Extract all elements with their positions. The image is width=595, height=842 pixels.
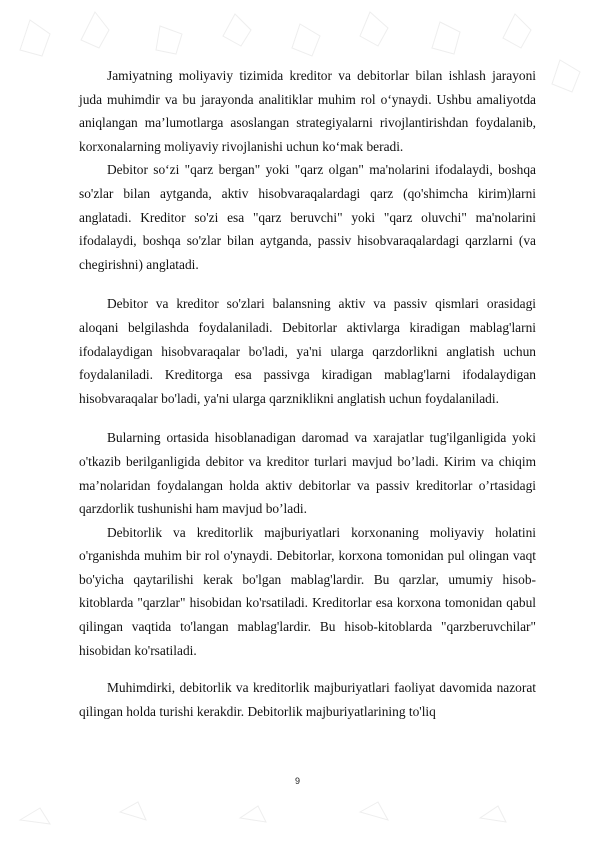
- paragraph-5: Debitorlik va kreditorlik majburiyatlari korxonaning moliyaviy holatini o'rganishda muhim bir rol o'ynaydi. Debitorlar, korxona tomonidan pul olingan vaqt bo'yicha qaytarilishi kerak bo'lgan mablag'lardir. Bu qarzlar, umumiy hisob-kitoblarda "qarzlar" hisobidan ko'rsatiladi. Kreditorlar esa korxona tomonidan qabul qilingan vaqtida to'langan mablag'lardir. Bu hisob-kitoblarda "qarzberuvchilar" hisobidan ko'rsatiladi.: [79, 524, 536, 658]
- paragraph-6: Muhimdirki, debitorlik va kreditorlik majburiyatlari faoliyat davomida nazorat qilingan holda turishi kerakdir. Debitorlik majburiyatlarining to'liq: [79, 680, 536, 719]
- paragraph-2: Debitor so‘zi "qarz bergan" yoki "qarz olgan" ma'nolarini ifodalaydi, boshqa so'zlar bilan aytganda, aktiv hisobvaraqalardagi qarz (qo'shimcha kirim)larni anglatadi. Kreditor so'zi esa "qarz beruvchi" yoki "qarz oluvchi" ma'nolarini ifodalaydi, boshqa so'zlar bilan aytganda, passiv hisobvaraqalardagi qarzlarni (va chegirishni) anglatadi.: [79, 162, 536, 272]
- paragraph-spacer: [79, 276, 536, 292]
- paragraph-3: Debitor va kreditor so'zlari balansning aktiv va passiv qismlari orasidagi aloqani belgilashda foydalaniladi. Debitorlar aktivlarga kiradigan mablag'larni ifodalaydigan hisobvaraqalar bo'ladi, ya'ni ularga qarzdorlikni anglatish uchun foydalaniladi. Kreditorga esa passivga kiradigan mablag'larni ifodalaydigan hisobvaraqalar bo'ladi, ya'ni ularga qarzniklikni anglatish uchun foydalaniladi.: [79, 296, 536, 406]
- paragraph-spacer: [79, 662, 536, 676]
- paragraph-4: Bularning ortasida hisoblanadigan daromad va xarajatlar tug'ilganligida yoki o'tkazib berilganligida debitor va kreditor turlari mavjud bo’ladi. Kirim va chiqim ma’nolaridan foydalangan holda aktiv debitorlar va passiv kreditorlar o’rtasidagi qarzdorlik tushunishi ham mavjud bo’ladi.: [79, 430, 536, 517]
- page-number: 9: [294, 776, 300, 786]
- main-text: [79, 64, 536, 723]
- paragraph-spacer: [79, 410, 536, 426]
- paragraph-1: Jamiyatning moliyaviy tizimida kreditor va debitorlar bilan ishlash jarayoni juda muhimdir va bu jarayonda analitiklar muhim rol o‘ynaydi. Ushbu amaliyotda aniqlangan ma’lumotlarga asoslangan strategiyalarni rivojlantirishdan foydalanib, korxonalarning moliyaviy rivojlanishi uchun ko‘mak beradi.: [79, 68, 536, 154]
